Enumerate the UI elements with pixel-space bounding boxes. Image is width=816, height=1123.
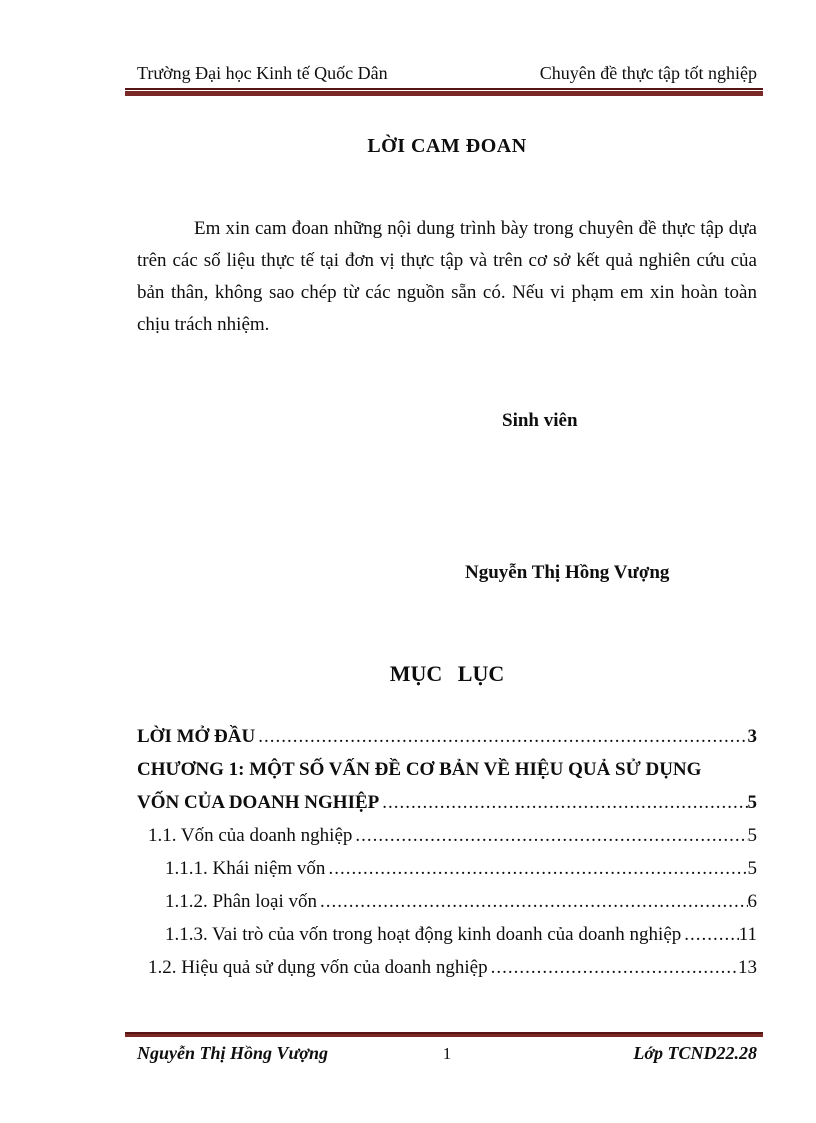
toc-entry-label: VỐN CỦA DOANH NGHIỆP [137, 792, 380, 813]
header-school-name: Trường Đại học Kinh tế Quốc Dân [137, 63, 388, 83]
page-content [137, 133, 757, 984]
page-footer [0, 1031, 816, 1066]
toc-entry-1-1-3 [137, 918, 757, 951]
footer-rule [125, 1032, 763, 1037]
footer-author-name: Nguyễn Thị Hồng Vượng [137, 1043, 328, 1063]
footer-row [137, 1041, 757, 1066]
table-of-contents [137, 720, 757, 984]
toc-dot-leader [684, 918, 738, 951]
signature-name: Nguyễn Thị Hồng Vượng [465, 562, 670, 583]
toc-entry-chuong-1-line-1 [137, 753, 757, 786]
toc-page-number: 5 [747, 825, 757, 846]
toc-entry-label: 1.1.1. Khái niệm vốn [165, 858, 326, 879]
toc-page-number: 11 [738, 924, 757, 945]
toc-entry-1-2 [137, 951, 757, 984]
header-row [137, 61, 757, 85]
toc-entry-loi-mo-dau [137, 720, 757, 753]
toc-entry-label: CHƯƠNG 1: MỘT SỐ VẤN ĐỀ CƠ BẢN VỀ HIỆU QUẢ SỬ DỤNG [137, 759, 702, 780]
toc-dot-leader [320, 885, 748, 918]
signature-role: Sinh viên [502, 410, 578, 431]
header-rule [125, 88, 763, 96]
toc-dot-leader [328, 852, 747, 885]
toc-entry-1-1 [137, 819, 757, 852]
toc-dot-leader [355, 819, 747, 852]
declaration-paragraph: Em xin cam đoan những nội dung trình bày trong chuyên đề thực tập dựa trên các số liệu thực tế tại đơn vị thực tập và trên cơ sở kết quả nghiên cứu của bản thân, không sao chép từ các nguồn sẵn có. Nếu vi phạm em xin hoàn toàn chịu trách nhiệm. [137, 218, 757, 335]
toc-entry-1-1-2 [137, 885, 757, 918]
toc-entry-1-1-1 [137, 852, 757, 885]
toc-page-number: 6 [747, 891, 757, 912]
toc-entry-chuong-1-line-2 [137, 786, 757, 819]
toc-entry-label: 1.1. Vốn của doanh nghiệp [148, 825, 353, 846]
toc-entry-label: LỜI MỞ ĐẦU [137, 726, 256, 747]
toc-dot-leader [491, 951, 738, 984]
toc-page-number: 5 [747, 792, 757, 813]
declaration-title: LỜI CAM ĐOAN [367, 135, 527, 157]
toc-entry-label: 1.1.3. Vai trò của vốn trong hoạt động kinh doanh của doanh nghiệp [165, 924, 682, 945]
footer-page-number: 1 [442, 1044, 452, 1063]
toc-entry-label: 1.1.2. Phân loại vốn [165, 891, 317, 912]
footer-class-name: Lớp TCND22.28 [633, 1043, 758, 1063]
toc-page-number: 3 [747, 726, 757, 747]
header-document-type: Chuyên đề thực tập tốt nghiệp [539, 63, 757, 83]
toc-dot-leader [382, 786, 747, 819]
toc-page-number: 13 [738, 957, 757, 978]
toc-page-number: 5 [747, 858, 757, 879]
toc-entry-label: 1.2. Hiệu quả sử dụng vốn của doanh nghiệp [148, 957, 488, 978]
toc-title: MỤC LỤC [389, 661, 505, 686]
page-header [0, 0, 816, 96]
toc-dot-leader [258, 720, 747, 753]
